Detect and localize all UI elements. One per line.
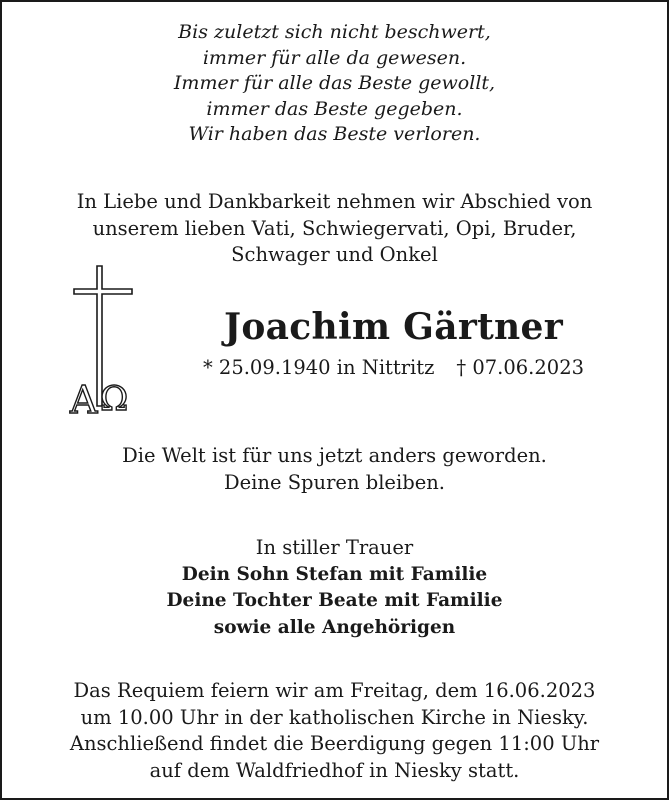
- funeral-line: Anschließend findet die Beerdigung gegen 11:00 Uhr: [69, 732, 600, 755]
- mourner-line: Dein Sohn Stefan mit Familie: [181, 563, 488, 585]
- poem-line: immer das Beste gegeben.: [206, 97, 463, 120]
- alpha-glyph: A: [70, 378, 98, 422]
- poem: [2, 20, 667, 148]
- poem-line: Immer für alle das Beste gewollt,: [173, 72, 496, 94]
- life-dates: [120, 354, 667, 382]
- death-date: † 07.06.2023: [456, 356, 585, 379]
- remembrance-line: Die Welt ist für uns jetzt anders geworden.: [122, 444, 547, 467]
- deceased-name: Joachim Gärtner: [224, 306, 563, 348]
- intro-line: Schwager und Onkel: [231, 243, 438, 266]
- farewell-intro: [2, 189, 667, 269]
- poem-line: Bis zuletzt sich nicht beschwert,: [178, 21, 491, 43]
- intro-line: In Liebe und Dankbarkeit nehmen wir Abschied von: [76, 190, 593, 213]
- funeral-details: [2, 678, 667, 784]
- mourner-line: sowie alle Angehörigen: [213, 616, 456, 638]
- remembrance-text: [2, 443, 667, 496]
- poem-line: Wir haben das Beste verloren.: [188, 123, 481, 145]
- mourner-line: Deine Tochter Beate mit Familie: [166, 590, 503, 611]
- funeral-line: auf dem Waldfriedhof in Niesky statt.: [149, 758, 520, 782]
- mourners-heading: In stiller Trauer: [255, 536, 414, 559]
- poem-line: immer für alle da gewesen.: [202, 46, 467, 69]
- intro-line: unserem lieben Vati, Schwiegervati, Opi, Bruder,: [92, 216, 577, 240]
- funeral-line: Das Requiem feiern wir am Freitag, dem 16.06.2023: [73, 679, 596, 702]
- funeral-line: um 10.00 Uhr in der katholischen Kirche in Niesky.: [80, 705, 589, 729]
- omega-glyph: Ω: [100, 379, 129, 419]
- birth-date: * 25.09.1940 in Nittritz: [202, 356, 435, 379]
- remembrance-line: Deine Spuren bleiben.: [223, 470, 445, 494]
- mourners: [2, 535, 667, 641]
